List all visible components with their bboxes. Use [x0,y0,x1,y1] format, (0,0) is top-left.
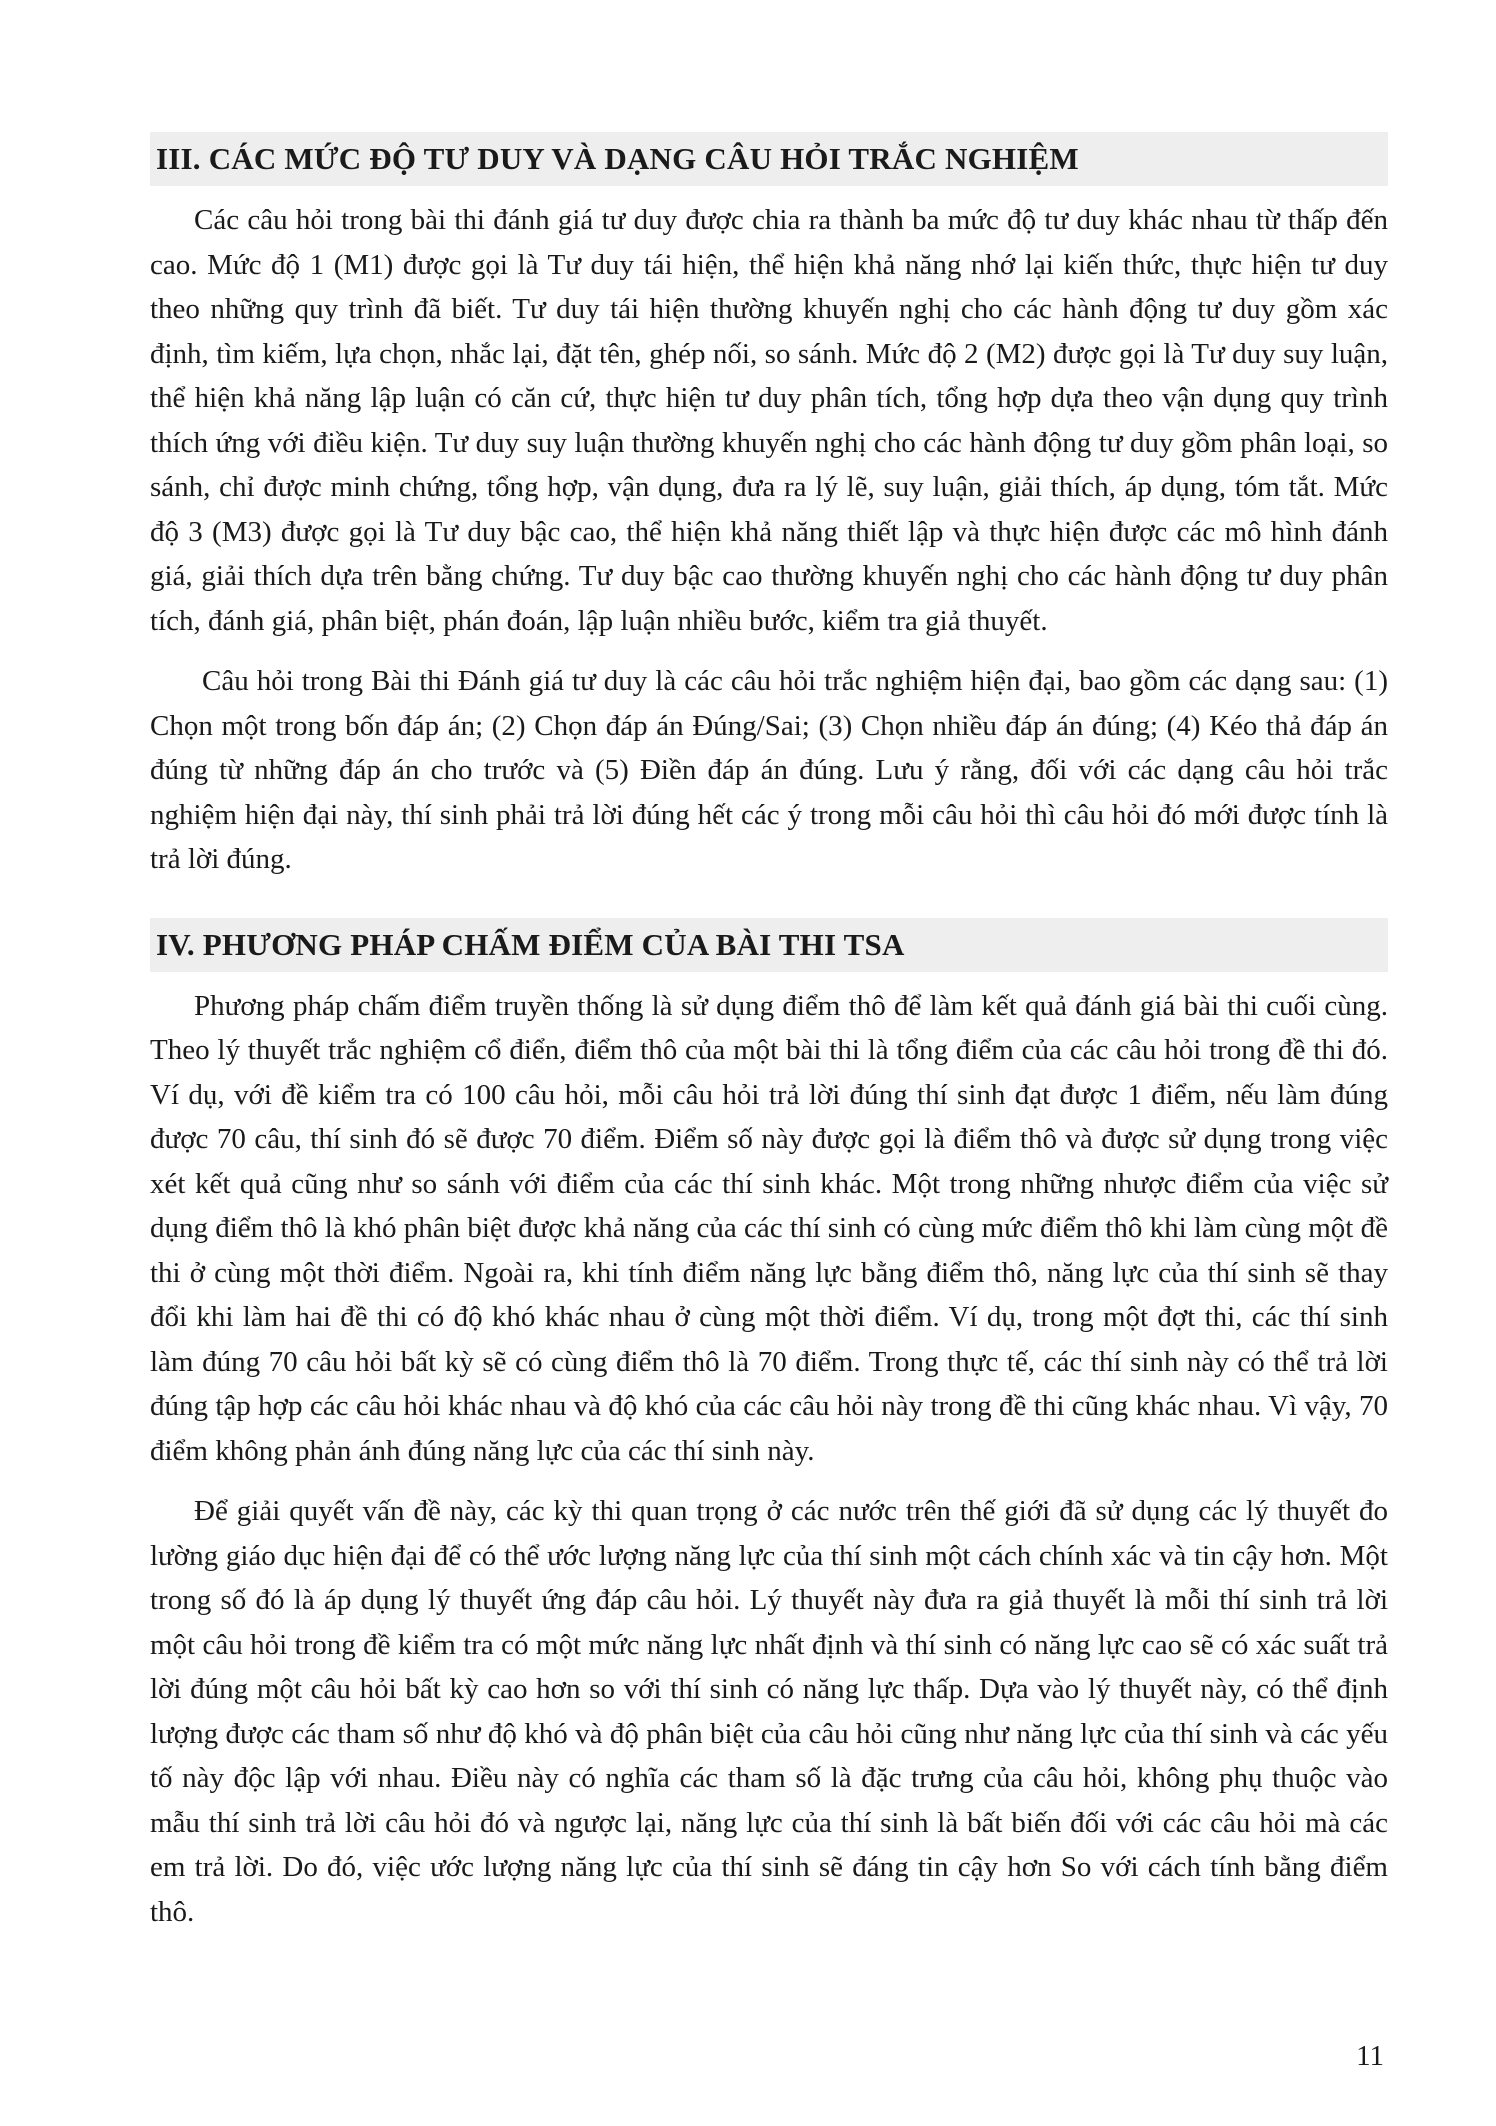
section-heading: III. CÁC MỨC ĐỘ TƯ DUY VÀ DẠNG CÂU HỎI TRẮC NGHIỆM [150,132,1388,186]
page-number: 11 [1356,2040,1384,2072]
paragraph: Phương pháp chấm điểm truyền thống là sử dụng điểm thô để làm kết quả đánh giá bài thi cuối cùng. Theo lý thuyết trắc nghiệm cổ điển, điểm thô của một bài thi là tổng điểm của các câu hỏi trong đề thi đó. Ví dụ, với đề kiểm tra có 100 câu hỏi, mỗi câu hỏi trả lời đúng thí sinh đạt được 1 điểm, nếu làm đúng được 70 câu, thí sinh đó sẽ được 70 điểm. Điểm số này được gọi là điểm thô và được sử dụng trong việc xét kết quả cũng như so sánh với điểm của các thí sinh khác. Một trong những nhược điểm của việc sử dụng điểm thô là khó phân biệt được khả năng của các thí sinh có cùng mức điểm thô khi làm cùng một đề thi ở cùng một thời điểm. Ngoài ra, khi tính điểm năng lực bằng điểm thô, năng lực của thí sinh sẽ thay đổi khi làm hai đề thi có độ khó khác nhau ở cùng một thời điểm. Ví dụ, trong một đợt thi, các thí sinh làm đúng 70 câu hỏi bất kỳ sẽ có cùng điểm thô là 70 điểm. Trong thực tế, các thí sinh này có thể trả lời đúng tập hợp các câu hỏi khác nhau và độ khó của các câu hỏi này trong đề thi cũng khác nhau. Vì vậy, 70 điểm không phản ánh đúng năng lực của các thí sinh này. [150,989,1388,1467]
paragraph: Các câu hỏi trong bài thi đánh giá tư duy được chia ra thành ba mức độ tư duy khác nhau từ thấp đến cao. Mức độ 1 (M1) được gọi là Tư duy tái hiện, thể hiện khả năng nhớ lại kiến thức, thực hiện tư duy theo những quy trình đã biết. Tư duy tái hiện thường khuyến nghị cho các hành động tư duy gồm xác định, tìm kiếm, lựa chọn, nhắc lại, đặt tên, ghép nối, so sánh. Mức độ 2 (M2) được gọi là Tư duy suy luận, thể hiện khả năng lập luận có căn cứ, thực hiện tư duy phân tích, tổng hợp dựa theo vận dụng quy trình thích ứng với điều kiện. Tư duy suy luận thường khuyến nghị cho các hành động tư duy gồm phân loại, so sánh, chỉ được minh chứng, tổng hợp, vận dụng, đưa ra lý lẽ, suy luận, giải thích, áp dụng, tóm tắt. Mức độ 3 (M3) được gọi là Tư duy bậc cao, thể hiện khả năng thiết lập và thực hiện được các mô hình đánh giá, giải thích dựa trên bằng chứng. Tư duy bậc cao thường khuyến nghị cho các hành động tư duy phân tích, đánh giá, phân biệt, phán đoán, lập luận nhiều bước, kiểm tra giả thuyết. [150,204,1388,637]
paragraph: Để giải quyết vấn đề này, các kỳ thi quan trọng ở các nước trên thế giới đã sử dụng các lý thuyết đo lường giáo dục hiện đại để có thể ước lượng năng lực của thí sinh một cách chính xác và tin cậy hơn. Một trong số đó là áp dụng lý thuyết ứng đáp câu hỏi. Lý thuyết này đưa ra giả thuyết là mỗi thí sinh trả lời một câu hỏi trong đề kiểm tra có một mức năng lực nhất định và thí sinh có năng lực cao sẽ có xác suất trả lời đúng một câu hỏi bất kỳ cao hơn so với thí sinh có năng lực thấp. Dựa vào lý thuyết này, có thể định lượng được các tham số như độ khó và độ phân biệt của câu hỏi cũng như năng lực của thí sinh và các yếu tố này độc lập với nhau. Điều này có nghĩa các tham số là đặc trưng của câu hỏi, không phụ thuộc vào mẫu thí sinh trả lời câu hỏi đó và ngược lại, năng lực của thí sinh là bất biến đối với các câu hỏi mà các em trả lời. Do đó, việc ước lượng năng lực của thí sinh sẽ đáng tin cậy hơn So với cách tính bằng điểm thô. [150,1495,1388,1928]
section-scoring-method [150,918,1388,1935]
paragraph: Câu hỏi trong Bài thi Đánh giá tư duy là các câu hỏi trắc nghiệm hiện đại, bao gồm các dạng sau: (1) Chọn một trong bốn đáp án; (2) Chọn đáp án Đúng/Sai; (3) Chọn nhiều đáp án đúng; (4) Kéo thả đáp án đúng từ những đáp án cho trước và (5) Điền đáp án đúng. Lưu ý rằng, đối với các dạng câu hỏi trắc nghiệm hiện đại này, thí sinh phải trả lời đúng hết các ý trong mỗi câu hỏi thì câu hỏi đó mới được tính là trả lời đúng. [150,665,1388,875]
document-page [150,132,1388,1934]
section-thinking-levels [150,132,1388,882]
section-heading: IV. PHƯƠNG PHÁP CHẤM ĐIỂM CỦA BÀI THI TSA [150,918,1388,972]
